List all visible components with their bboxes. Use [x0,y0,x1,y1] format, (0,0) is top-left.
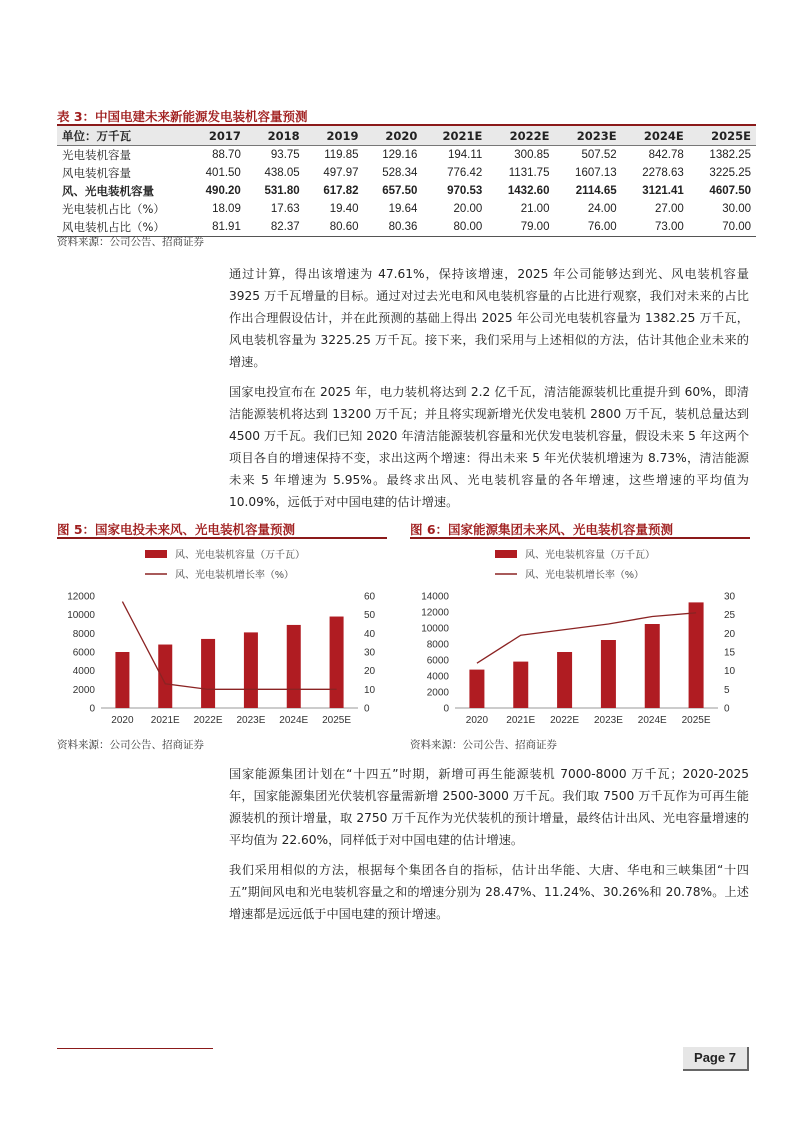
chart5-svg [57,540,390,735]
table-header-cell: 2022E [487,125,554,146]
table-cell: 970.53 [447,185,483,197]
table-cell: 3225.25 [709,167,751,179]
bar [201,639,215,708]
legend-bar-swatch [145,550,167,558]
bar [645,624,660,708]
table-cell: 光电装机占比（%） [62,202,165,216]
y-right-tick-label: 60 [364,591,376,603]
growth-rate-line [477,613,696,663]
chart6-svg [410,540,750,735]
table-cell: 光电装机容量 [62,148,131,162]
y-left-tick-label: 8000 [426,639,449,651]
table-row-total [57,182,756,200]
bar [115,652,129,708]
y-left-tick-label: 2000 [72,684,95,696]
table-cell: 300.85 [514,149,550,161]
y-right-tick-label: 50 [364,610,376,622]
table-cell: 19.64 [388,203,418,215]
y-right-tick-label: 10 [724,666,736,678]
bar [287,625,301,708]
table-cell: 79.00 [487,218,554,237]
chart5-source: 资料来源：公司公告、招商证券 [57,739,204,751]
table-header-cell: 2017 [187,125,246,146]
table-cell: 20.00 [453,203,483,215]
table-cell: 80.00 [422,218,487,237]
paragraph: 国家电投宣布在 2025 年，电力装机将达到 2.2 亿千瓦，清洁能源装机比重提升到 60%，即清洁能源装机将达到 13200 万千瓦；并且将实现新增光伏发电装机 2800 万千瓦，装机总量达到 4500 万千瓦。我们已知 2020 年清洁能源装机容量和光伏发电装机容量，假设未来 5 年这两个项目各自的增速保持不变，求出这两个增速：得出未来 5 年光伏装机增速为 8.73%，清洁能源未来 5 年增速为 5.95%。最终求出风、光电装机容量的各年增速，这些增速的平均值为 10.09%，远低于对中国电建的估计增速。 [229,385,749,509]
y-left-tick-label: 6000 [426,655,449,667]
y-left-tick-label: 0 [443,703,449,715]
table-cell: 1607.13 [575,167,617,179]
bar [330,617,344,708]
y-right-tick-label: 40 [364,628,376,640]
x-tick-label: 2022E [550,715,580,726]
bar [158,645,172,708]
body-text-bottom [229,763,749,925]
x-tick-label: 2023E [593,715,623,726]
y-left-tick-label: 8000 [72,628,95,640]
x-tick-label: 2025E [322,715,352,726]
table-cell: 531.80 [264,185,300,197]
x-tick-label: 2020 [465,715,489,726]
y-left-tick-label: 10000 [421,623,449,635]
table-cell: 657.50 [382,185,418,197]
body-text-top [229,263,749,513]
table-cell: 21.00 [520,203,550,215]
table-header-cell: 2021E [422,125,487,146]
y-left-tick-label: 2000 [426,687,449,699]
table-header-cell: 2025E [689,125,756,146]
table-cell: 776.42 [447,167,483,179]
table-cell: 3121.41 [642,185,684,197]
paragraph: 国家能源集团计划在“十四五”时期，新增可再生能源装机 7000-8000 万千瓦；2020-2025 年，国家能源集团光伏装机容量需新增 2500-3000 万千瓦。我们取 7500 万千瓦作为可再生能源装机的预计增量，取 2750 万千瓦作为光伏装机的预计增量，最终估计出风、光电容量增速的平均值为 22.60%，同样低于对中国电建的估计增速。 [229,767,749,847]
x-tick-label: 2024E [637,715,667,726]
y-left-tick-label: 12000 [67,591,95,603]
table-cell: 119.85 [324,149,359,161]
footnote-rule [57,1048,213,1049]
table-cell: 81.91 [187,218,246,237]
chart5-title: 图 5：国家电投未来风、光电装机容量预测 [57,522,296,537]
legend-bar-swatch [495,550,517,558]
x-tick-label: 2022E [193,715,223,726]
x-tick-label: 2021E [506,715,536,726]
x-tick-label: 2021E [150,715,180,726]
table-cell: 401.50 [205,167,241,179]
y-right-tick-label: 25 [724,610,736,622]
table-cell: 17.63 [270,203,300,215]
legend-bar-label: 风、光电装机容量（万千瓦） [175,550,305,561]
paragraph: 我们采用相似的方法，根据每个集团各自的指标，估计出华能、大唐、华电和三峡集团“十四五”期间风电和光电装机容量之和的增速分别为 28.47%、11.24%、30.26%和 20.78%。上述增速都是远远低于中国电建的预计增速。 [229,863,749,921]
paragraph: 通过计算，得出该增速为 47.61%，保持该增速，2025 年公司能够达到光、风电装机容量 3925 万千瓦增量的目标。通过对过去光电和风电装机容量的占比进行观察，我们对未来的占比作出合理假设估计，并在此预测的基础上得出 2025 年公司光电装机容量为 1382.25 万千瓦，风电装机容量为 3225.25 万千瓦。接下来，我们采用与上述相似的方法，估计其他企业未来的增速。 [229,267,749,369]
x-tick-label: 2025E [681,715,711,726]
table-cell: 507.52 [581,149,617,161]
table-cell: 82.37 [246,218,305,237]
y-right-tick-label: 5 [724,684,730,696]
table-row [57,146,756,165]
table-header-cell: 2019 [305,125,364,146]
x-tick-label: 2024E [279,715,309,726]
growth-rate-line [122,602,336,690]
table-cell: 70.00 [689,218,756,237]
table-cell: 风电装机容量 [62,166,131,180]
bar [557,652,572,708]
y-left-tick-label: 0 [89,703,95,715]
y-right-tick-label: 0 [724,703,730,715]
table-row [57,164,756,182]
table-cell: 1432.60 [507,185,550,197]
y-right-tick-label: 20 [724,628,736,640]
legend-line-label: 风、光电装机增长率（%） [175,570,294,581]
table-cell: 4607.50 [709,185,751,197]
page-number: Page 7 [683,1047,749,1071]
table-cell: 490.20 [205,185,241,197]
chart6-rule [410,537,750,539]
table-cell: 27.00 [655,203,684,215]
y-left-tick-label: 12000 [421,607,449,619]
y-left-tick-label: 10000 [67,610,95,622]
y-left-tick-label: 14000 [421,591,449,603]
table-cell: 风电装机占比（%） [57,218,187,237]
table-header-cell: 2024E [622,125,689,146]
y-left-tick-label: 4000 [72,666,95,678]
y-right-tick-label: 15 [724,647,736,659]
table-cell: 73.00 [622,218,689,237]
table-title: 表 3：中国电建未来新能源发电装机容量预测 [57,109,308,124]
chart6-source: 资料来源：公司公告、招商证券 [410,739,557,751]
bar [469,670,484,708]
table-cell: 93.75 [270,149,300,161]
legend-bar-label: 风、光电装机容量（万千瓦） [525,550,655,561]
table-cell: 497.97 [323,167,359,179]
table-header-cell: 单位：万千瓦 [57,125,187,146]
y-right-tick-label: 10 [364,684,376,696]
chart5-rule [57,537,387,539]
table-cell: 76.00 [554,218,621,237]
table-header-row [57,125,756,146]
table-header-cell: 2018 [246,125,305,146]
x-tick-label: 2023E [236,715,266,726]
bar [244,632,258,708]
table-cell: 30.00 [722,203,751,215]
table-cell: 2278.63 [642,167,684,179]
chart6-title: 图 6：国家能源集团未来风、光电装机容量预测 [410,522,674,537]
table-cell: 19.40 [329,203,359,215]
y-right-tick-label: 30 [724,591,736,603]
table-source: 资料来源：公司公告、招商证券 [57,236,204,248]
bar [513,662,528,708]
table-cell: 1131.75 [508,167,550,179]
y-left-tick-label: 6000 [72,647,95,659]
table-cell: 438.05 [264,167,300,179]
table-cell: 1382.25 [709,149,751,161]
table-cell: 194.11 [447,149,483,161]
bar [689,602,704,708]
table-cell: 80.60 [305,218,364,237]
table-row [57,200,756,218]
table-cell: 2114.65 [575,185,617,197]
table-cell: 80.36 [364,218,423,237]
table-cell: 88.70 [212,149,241,161]
bar [601,640,616,708]
y-right-tick-label: 30 [364,647,376,659]
table-cell: 528.34 [382,167,418,179]
table-header-cell: 2020 [364,125,423,146]
table-cell: 617.82 [323,185,359,197]
y-right-tick-label: 20 [364,666,376,678]
capacity-forecast-table [57,124,756,237]
table-cell: 24.00 [587,203,617,215]
y-left-tick-label: 4000 [426,671,449,683]
table-cell: 842.78 [648,149,684,161]
table-cell: 18.09 [212,203,241,215]
y-right-tick-label: 0 [364,703,370,715]
table-cell: 129.16 [382,149,418,161]
table-cell: 风、光电装机容量 [62,184,154,198]
x-tick-label: 2020 [111,715,134,726]
legend-line-label: 风、光电装机增长率（%） [525,570,644,581]
table-header-cell: 2023E [554,125,621,146]
